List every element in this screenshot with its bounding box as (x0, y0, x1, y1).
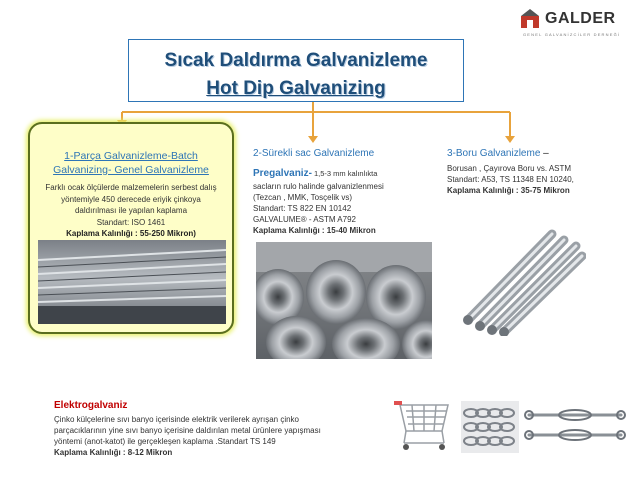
pipe-title: 3-Boru Galvanizleme (447, 148, 541, 159)
continuous-line4: GALVALUME® - ASTM A792 (253, 215, 356, 224)
batch-standard: Standart: ISO 1461 (96, 217, 166, 227)
pipe-galvanizing-text (447, 147, 637, 196)
continuous-line3: Standart: TS 822 EN 10142 (253, 204, 352, 213)
batch-title-line2: Galvanizing- Genel Galvanizleme (53, 164, 209, 176)
batch-desc-line2: yöntemiyle 450 derecede eriyik çinkoya (61, 194, 201, 204)
electro-thickness: Kaplama Kalınlığı : 8-12 Mikron (54, 448, 173, 457)
main-title-box (128, 39, 464, 102)
logo-subtitle: GENEL GALVANİZCİLER DERNEĞİ (523, 32, 621, 37)
electro-title: Elektrogalvaniz (54, 400, 128, 411)
continuous-subtitle (253, 163, 433, 181)
logo-name: GALDER (545, 10, 616, 27)
electrogalvanizing-text (54, 399, 384, 458)
batch-title-line1: 1-Parça Galvanizleme-Batch (64, 150, 198, 162)
electro-line3: yöntemi (anot-katot) ile gerçekleşen kaplama .Standart TS 149 (54, 437, 276, 446)
chain-image (461, 401, 519, 453)
shopping-cart-image (392, 397, 456, 453)
pipe-line2: Standart: A53, TS 11348 EN 10240, (447, 175, 574, 184)
galvanized-pipes-image (460, 228, 586, 336)
turnbuckle-image (523, 401, 627, 453)
title-english: Hot Dip Galvanizing (206, 78, 386, 99)
pipe-thickness: Kaplama Kalınlığı : 35-75 Mikron (447, 186, 570, 195)
continuous-sub-bold: Pregalvaniz- (253, 168, 312, 179)
batch-desc-line1: Farklı ocak ölçülerde malzemelerin serbest dalış (45, 183, 217, 192)
electro-line1: Çinko külçelerine sıvı banyo içerisinde elektrik verilerek ayrışan çinko (54, 415, 299, 424)
galder-logo-mark-icon (519, 8, 541, 30)
electro-line2: parçacıklarının yine sıvı banyo içerisine daldırılan metal ürünlere yapışması (54, 426, 321, 435)
title-turkish: Sıcak Daldırma Galvanizleme (164, 50, 428, 71)
pipe-title-row (447, 147, 637, 160)
galder-logo (519, 6, 629, 46)
batch-title (30, 149, 232, 177)
batch-thickness: Kaplama Kalınlığı : 55-250 Mikron) (66, 229, 196, 238)
pipe-title-dash: – (540, 148, 549, 159)
continuous-line2: (Tezcan , MMK, Tosçelik vs) (253, 193, 352, 202)
pipe-line1: Borusan , Çayırova Boru vs. ASTM (447, 164, 572, 173)
continuous-line1: sacların rulo halinde galvanizlenmesi (253, 182, 384, 191)
continuous-title: 2-Sürekli sac Galvanizleme (253, 148, 375, 159)
continuous-thickness: Kaplama Kalınlığı : 15-40 Mikron (253, 226, 376, 235)
continuous-galvanizing-text (253, 147, 433, 236)
continuous-sub-rest: 1,5-3 mm kalınlıkta (311, 169, 378, 178)
galvanized-bars-image (38, 240, 226, 324)
batch-description (24, 182, 238, 240)
steel-coils-image (256, 242, 432, 359)
batch-desc-line3: daldırılması ile yapılan kaplama (74, 206, 188, 215)
